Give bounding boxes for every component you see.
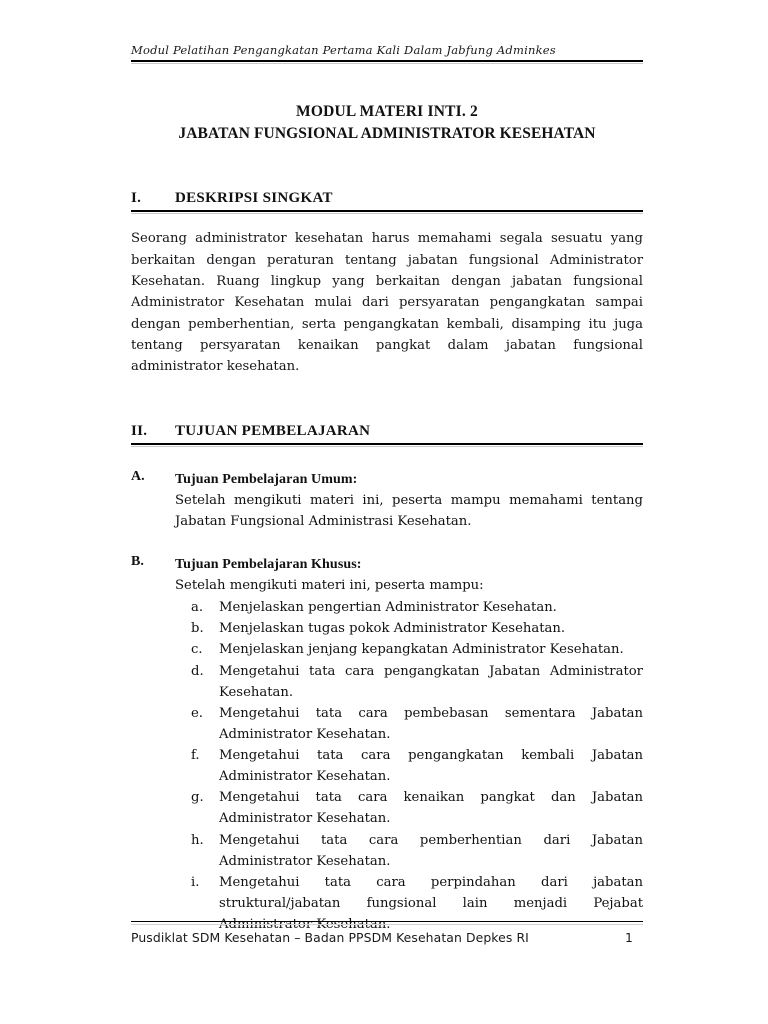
running-header xyxy=(131,0,643,64)
deskripsi-singkat-paragraph: Seorang administrator kesehatan harus memahami segala sesuatu yang berkaitan dengan peraturan tentang jabatan fungsional Administrator Kesehatan. Ruang lingkup yang berkaitan dengan jabatan fungsional Administrator Kesehatan mulai dari persyaratan pengangkatan sampai dengan pemberhentian, serta pengangkatan kembali, disamping itu juga tentang persyaratan kenaikan pangkat dalam jabatan fungsional administrator kesehatan. xyxy=(131,231,643,375)
running-header-text: Modul Pelatihan Pengangkatan Pertama Kali Dalam Jabfung Adminkes xyxy=(131,43,556,57)
list-item-marker: g. xyxy=(191,790,204,806)
list-item-text: Mengetahui tata cara pembebasan sementara Jabatan Administrator Kesehatan. xyxy=(219,705,643,742)
list-item-text: Mengetahui tata cara kenaikan pangkat dan Jabatan Administrator Kesehatan. xyxy=(219,790,643,827)
page-content xyxy=(131,0,643,935)
section-rule xyxy=(131,210,643,214)
footer-row xyxy=(131,930,643,945)
list-item-text: Menjelaskan tugas pokok Administrator Kesehatan. xyxy=(219,621,566,637)
list-item-marker: e. xyxy=(191,705,203,721)
subsection-title: Tujuan Pembelajaran Khusus: xyxy=(175,557,362,573)
page-number: 1 xyxy=(625,930,633,945)
list-item-marker: a. xyxy=(191,600,204,616)
subsection-body: Setelah mengikuti materi ini, peserta mampu memahami tentang Jabatan Fungsional Administrasi Kesehatan. xyxy=(175,492,643,529)
subsection-tujuan-umum xyxy=(131,469,643,532)
list-item xyxy=(191,597,643,618)
list-item-marker: b. xyxy=(191,621,204,637)
list-item-marker: f. xyxy=(191,748,200,764)
list-item-marker: c. xyxy=(191,642,203,658)
list-item xyxy=(191,618,643,639)
document-title-line-1: MODUL MATERI INTI. 2 xyxy=(296,103,478,121)
section-heading xyxy=(131,190,643,207)
list-item-text: Menjelaskan jenjang kepangkatan Administrator Kesehatan. xyxy=(219,642,624,658)
list-item xyxy=(191,661,643,703)
footer-note: Pusdiklat SDM Kesehatan – Badan PPSDM Kesehatan Depkes RI xyxy=(131,930,529,945)
list-item xyxy=(191,639,643,660)
subsection-marker: A. xyxy=(131,468,145,484)
list-item-marker: i. xyxy=(191,874,200,890)
list-item-text: Menjelaskan pengertian Administrator Kesehatan. xyxy=(219,600,557,616)
list-item-text: Mengetahui tata cara pengangkatan kembali Jabatan Administrator Kesehatan. xyxy=(219,748,643,785)
running-footer xyxy=(131,921,643,945)
list-item-marker: h. xyxy=(191,832,204,848)
section-heading xyxy=(131,423,643,440)
list-item-text: Mengetahui tata cara pemberhentian dari Jabatan Administrator Kesehatan. xyxy=(219,832,643,869)
subsection-body: Setelah mengikuti materi ini, peserta mampu: xyxy=(175,578,484,594)
list-item-marker: d. xyxy=(191,663,204,679)
list-item-text: Mengetahui tata cara perpindahan dari jabatan struktural/jabatan fungsional lain menjadi Pejabat Administrator Kesehatan. xyxy=(219,874,643,933)
list-item xyxy=(191,703,643,745)
objectives-list xyxy=(175,597,643,935)
section-number: I. xyxy=(131,190,142,207)
subsection-marker: B. xyxy=(131,554,144,570)
subsection-tujuan-khusus xyxy=(131,554,643,935)
section-deskripsi-singkat xyxy=(131,190,643,378)
section-title: TUJUAN PEMBELAJARAN xyxy=(175,422,371,439)
section-number: II. xyxy=(131,422,148,439)
section-title: DESKRIPSI SINGKAT xyxy=(175,190,333,207)
footer-rule xyxy=(131,921,643,925)
subsection-title: Tujuan Pembelajaran Umum: xyxy=(175,471,358,487)
list-item xyxy=(191,830,643,872)
list-item xyxy=(191,745,643,787)
header-rule xyxy=(131,60,643,64)
section-tujuan-pembelajaran xyxy=(131,423,643,935)
section-rule xyxy=(131,443,643,447)
list-item-text: Mengetahui tata cara pengangkatan Jabatan Administrator Kesehatan. xyxy=(219,663,643,700)
document-title-line-2: JABATAN FUNGSIONAL ADMINISTRATOR KESEHATAN xyxy=(178,125,596,143)
list-item xyxy=(191,787,643,829)
document-title xyxy=(131,101,643,145)
